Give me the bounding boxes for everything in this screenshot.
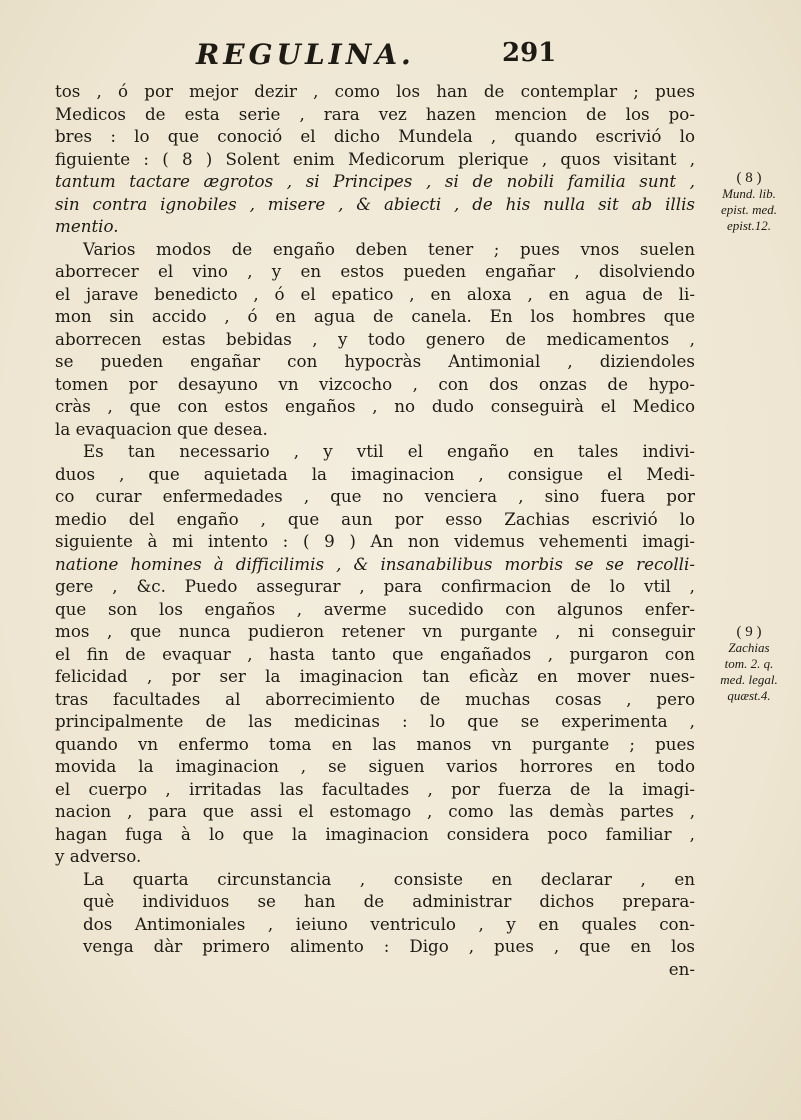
text-line: que son los engaños , averme sucedido con algunos enfer- bbox=[55, 598, 695, 619]
text-line: tos , ó por mejor dezir , como los han de contemplar ; pues bbox=[55, 81, 695, 101]
note-line: epist. med. bbox=[721, 202, 777, 217]
text-line: mon sin accido , ó en agua de canela. En los hombres que bbox=[55, 306, 695, 326]
text-line: La quarta circunstancia , consiste en declarar , en bbox=[83, 868, 695, 889]
text-line: aborrecen estas bebidas , y todo genero de medicamentos , bbox=[55, 328, 695, 349]
page-number: 291 bbox=[502, 38, 557, 68]
text-line: co curar enfermedades , que no venciera , sino fuera por bbox=[55, 486, 695, 506]
text-line: y adverso. bbox=[55, 846, 142, 866]
text-line: què individuos se han de administrar dichos prepara- bbox=[83, 891, 695, 911]
text-line: tras facultades al aborrecimiento de muchas cosas , pero bbox=[55, 688, 695, 709]
catchword: en- bbox=[668, 958, 695, 979]
marginal-note-8 bbox=[700, 170, 798, 234]
text-line: felicidad , por ser la imaginacion tan eficàz en mover nues- bbox=[55, 666, 695, 686]
text-line: bres : lo que conoció el dicho Mundela , quando escrivió lo bbox=[55, 126, 695, 146]
body-text bbox=[55, 80, 695, 980]
note-line: Zachias bbox=[728, 640, 770, 655]
note-mark: ( 8 ) bbox=[736, 170, 762, 186]
note-mark: ( 9 ) bbox=[736, 624, 762, 640]
text-line: principalmente de las medicinas : lo que se experimenta , bbox=[55, 711, 695, 731]
text-line: figuiente : ( 8 ) Solent enim Medicorum plerique , quos visitant , bbox=[55, 148, 695, 169]
text-line: mentio. bbox=[55, 216, 119, 236]
note-line: quæst.4. bbox=[727, 688, 771, 703]
text-line: tomen por desayuno vn vizcocho , con dos onzas de hypo- bbox=[55, 373, 695, 394]
marginal-note-9 bbox=[700, 624, 798, 704]
note-line: Mund. lib. bbox=[722, 186, 776, 201]
text-line: el jarave benedicto , ó el epatico , en aloxa , en agua de li- bbox=[55, 283, 695, 304]
text-line: hagan fuga à lo que la imaginacion considera poco familiar , bbox=[55, 823, 695, 844]
text-line: medio del engaño , que aun por esso Zachias escrivió lo bbox=[55, 508, 695, 529]
text-line: sin contra ignobiles , misere , & abiecti , de his nulla sit ab illis bbox=[55, 193, 695, 214]
text-line: Varios modos de engaño deben tener ; pues vnos suelen bbox=[83, 238, 695, 259]
text-line: nacion , para que assi el estomago , como las demàs partes , bbox=[55, 801, 695, 821]
note-line: epist.12. bbox=[726, 218, 772, 233]
text-line: movida la imaginacion , se siguen varios horrores en todo bbox=[55, 756, 695, 776]
note-line: med. legal. bbox=[720, 672, 778, 687]
text-line: siguiente à mi intento : ( 9 ) An non videmus vehementi imagi- bbox=[55, 531, 695, 551]
text-line: gere , &c. Puedo assegurar , para confirmacion de lo vtil , bbox=[55, 576, 695, 596]
text-line: mos , que nunca pudieron retener vn purgante , ni conseguir bbox=[55, 621, 695, 641]
text-line: el fin de evaquar , hasta tanto que engañados , purgaron con bbox=[55, 643, 695, 664]
text-line: quando vn enfermo toma en las manos vn purgante ; pues bbox=[55, 733, 695, 754]
text-line: Medicos de esta serie , rara vez hazen mencion de los po- bbox=[55, 103, 695, 124]
text-line: aborrecer el vino , y en estos pueden engañar , disolviendo bbox=[55, 261, 695, 281]
page-header bbox=[196, 38, 556, 78]
text-line: Es tan necessario , y vtil el engaño en tales indivi- bbox=[83, 441, 695, 461]
running-title: REGULINA. bbox=[196, 38, 415, 71]
text-line: se pueden engañar con hypocràs Antimonial , diziendoles bbox=[55, 351, 695, 371]
text-line: cràs , que con estos engaños , no dudo conseguirà el Medico bbox=[55, 396, 695, 416]
text-line: natione homines à difficilimis , & insanabilibus morbis se se recolli- bbox=[55, 553, 695, 574]
note-line: tom. 2. q. bbox=[724, 656, 774, 671]
text-line: venga dàr primero alimento : Digo , pues , que en los bbox=[83, 936, 695, 956]
text-line: duos , que aquietada la imaginacion , consigue el Medi- bbox=[55, 463, 695, 484]
text-line: la evaquacion que desea. bbox=[55, 418, 268, 439]
text-line: dos Antimoniales , ieiuno ventriculo , y en quales con- bbox=[83, 913, 695, 934]
text-line: tantum tactare ægrotos , si Principes , si de nobili familia sunt , bbox=[55, 171, 695, 191]
text-line: el cuerpo , irritadas las facultades , por fuerza de la imagi- bbox=[55, 778, 695, 799]
